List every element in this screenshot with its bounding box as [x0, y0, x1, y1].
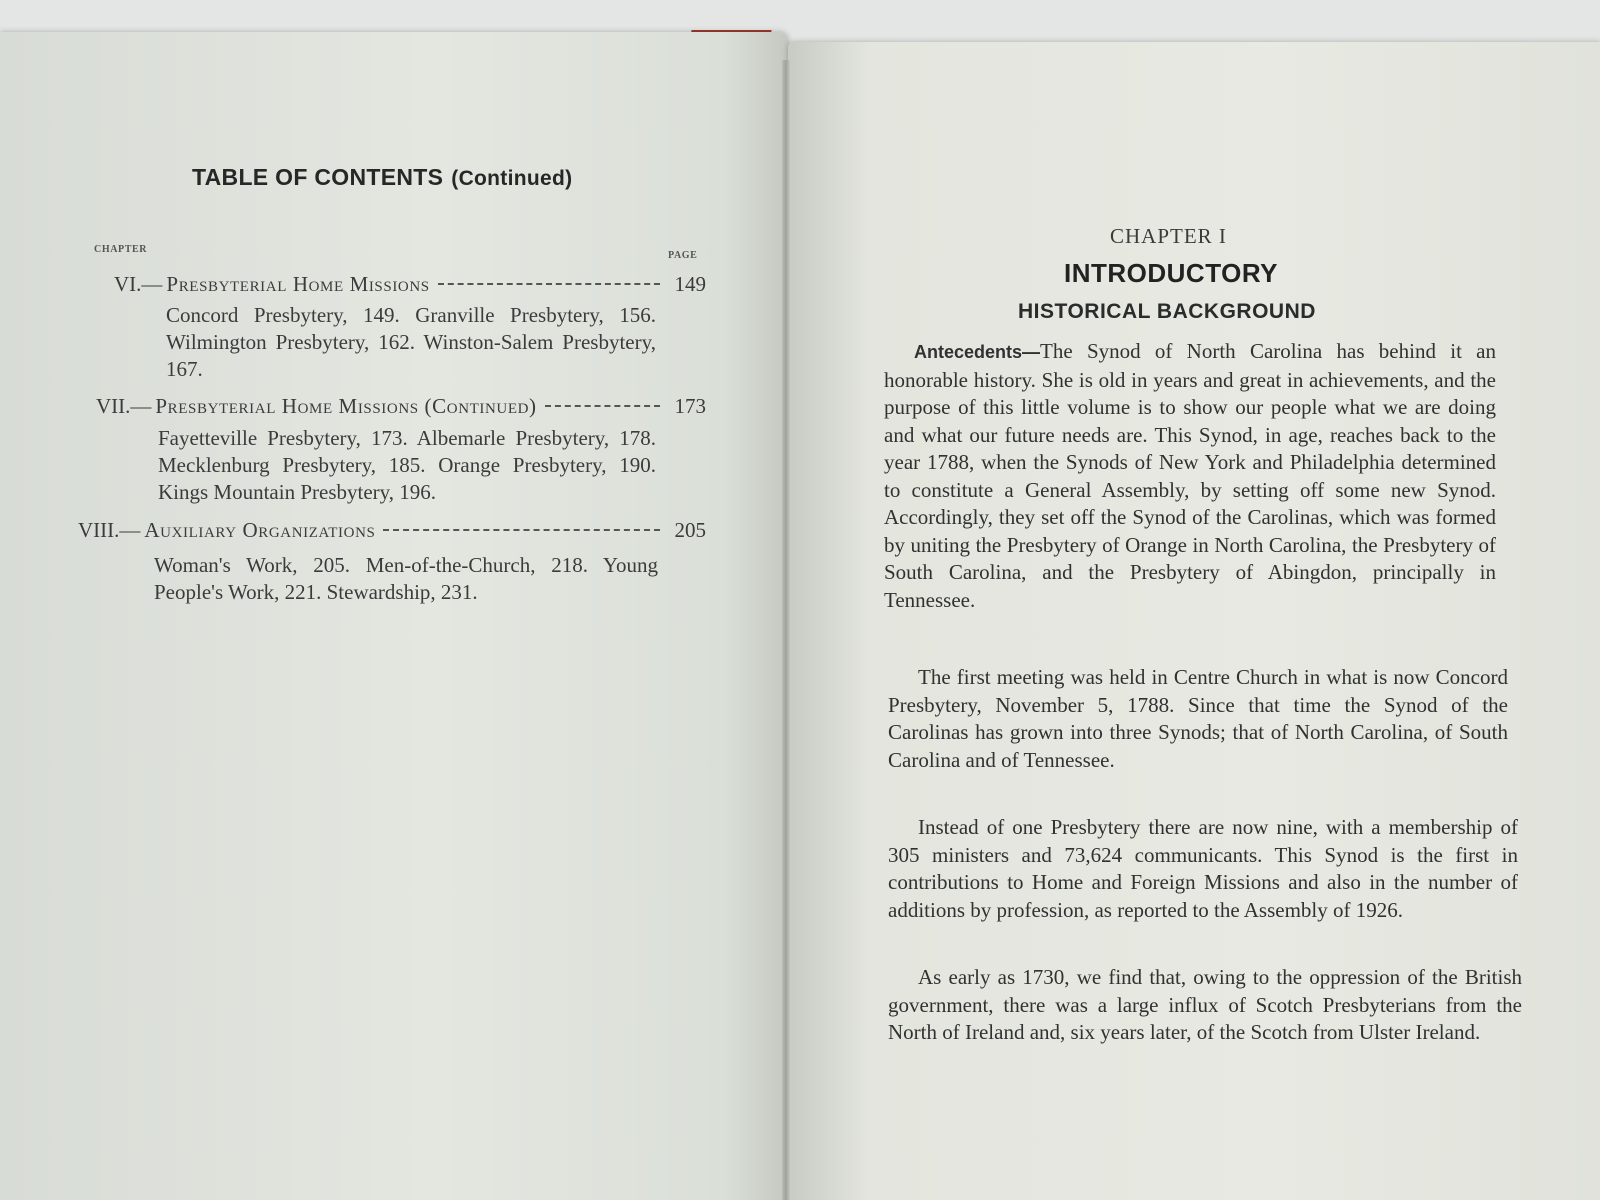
toc-entry-page: 173 — [674, 394, 706, 418]
left-page — [0, 32, 788, 1200]
toc-entry-title: Presbyterial Home Missions (Continued) — [155, 394, 537, 418]
section-title: HISTORICAL BACKGROUND — [1018, 300, 1316, 323]
chapter-label: CHAPTER I — [1110, 224, 1227, 248]
book-gutter — [782, 60, 790, 1200]
toc-heading-text: TABLE OF CONTENTS — [192, 164, 444, 190]
column-header-chapter: CHAPTER — [94, 244, 148, 255]
toc-entry-numeral: VII.— — [96, 394, 152, 418]
body-paragraph: Instead of one Presbytery there are now nine, with a membership of 305 ministers and 73,624 communicants. This Synod is the first in contributions to Home and Foreign Missions and also in the number of additions by profession, as reported to the Assembly of 1926. — [888, 815, 1518, 922]
column-header-page: PAGE — [668, 250, 698, 261]
toc-heading — [192, 164, 572, 191]
body-paragraph — [884, 338, 1496, 614]
body-paragraph: The first meeting was held in Centre Church in what is now Concord Presbytery, November 5, 1788. Since that time the Synod of the Carolinas has grown into three Synods; that of North Carolina, of South Carolina and of Tennessee. — [888, 665, 1508, 772]
toc-entry-numeral: VI.— — [114, 272, 163, 296]
toc-heading-suffix: (Continued) — [451, 167, 573, 190]
toc-entry-numeral: VIII.— — [78, 518, 141, 542]
toc-entry-details: Fayetteville Presbytery, 173. Albemarle Presbytery, 178. Mecklenburg Presbytery, 185. Orange Presbytery, 190. Kings Mountain Presbytery, 196. — [158, 426, 656, 504]
toc-entry-details: Woman's Work, 205. Men-of-the-Church, 218. Young People's Work, 221. Stewardship, 231. — [154, 553, 658, 604]
dot-leader — [438, 283, 660, 285]
toc-entry-title: Auxiliary Organizations — [144, 518, 376, 542]
toc-entry-details: Concord Presbytery, 149. Granville Presbytery, 156. Wilmington Presbytery, 162. Winston-Salem Presbytery, 167. — [166, 303, 656, 381]
dot-leader — [383, 529, 660, 531]
toc-entry — [78, 518, 706, 543]
paragraph-lead-in: Antecedents— — [914, 342, 1041, 362]
toc-entry-page: 149 — [674, 272, 706, 296]
toc-entry — [114, 272, 706, 297]
chapter-title: INTRODUCTORY — [1064, 258, 1278, 288]
dot-leader — [545, 405, 660, 407]
toc-entry — [96, 394, 706, 419]
body-paragraph: As early as 1730, we find that, owing to the oppression of the British government, there was a large influx of Scotch Presbyterians from the North of Ireland and, six years later, of the Scotch from Ulster Ireland. — [888, 965, 1522, 1044]
toc-entry-title: Presbyterial Home Missions — [166, 272, 430, 296]
toc-entry-page: 205 — [674, 518, 706, 542]
paragraph-text: The Synod of North Carolina has behind it an honorable history. She is old in years and great in achievements, and the purpose of this little volume is to show our people what we are doing and what our future needs are. This Synod, in age, reaches back to the year 1788, when the Synods of New York and Philadelphia determined to constitute a General Assembly, by setting off some new Synod. Accordingly, they set off the Synod of the Carolinas, which was formed by uniting the Presbytery of Orange in North Carolina, the Presbytery of South Carolina, and the Presbytery of Abingdon, principally in Tennessee. — [884, 339, 1496, 612]
